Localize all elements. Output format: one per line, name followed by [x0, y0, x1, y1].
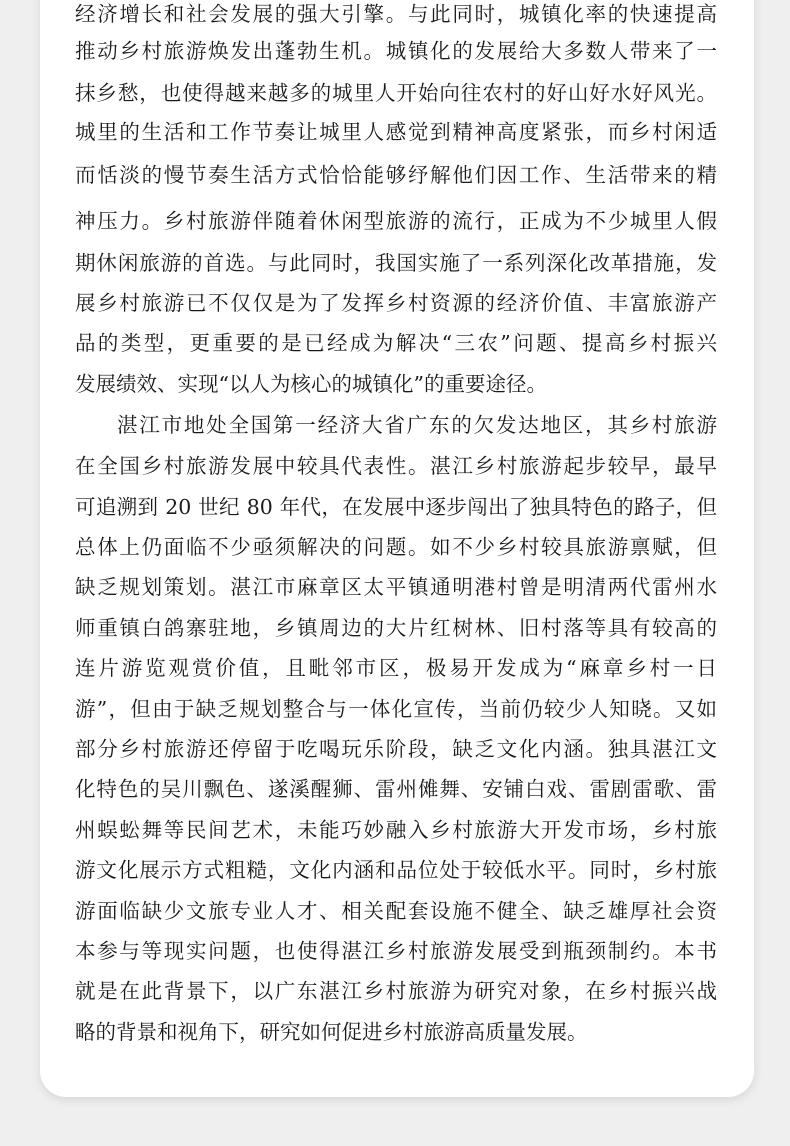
text-line: 总体上仍面临不少亟须解决的问题。如不少乡村较具旅游禀赋，但 — [75, 535, 717, 559]
text-line: 发展绩效、实现“以人为核心的城镇化”的重要途径。 — [75, 372, 547, 396]
text-line: 品的类型，更重要的是已经成为解决“三农”问题、提高乡村振兴 — [75, 331, 717, 355]
text-line: 期休闲旅游的首选。与此同时，我国实施了一系列深化改革措施，发 — [75, 251, 717, 275]
text-line: 本参与等现实问题，也使得湛江乡村旅游发展受到瓶颈制约。本书 — [75, 939, 717, 963]
text-line: 抹乡愁，也使得越来越多的城里人开始向往农村的好山好水好风光。 — [75, 81, 717, 105]
text-line: 州蜈蚣舞等民间艺术，未能巧妙融入乡村旅游大开发市场，乡村旅 — [75, 818, 717, 842]
text-line: 而恬淡的慢节奏生活方式恰恰能够纾解他们因工作、生活带来的精 — [75, 163, 717, 187]
text-line: 部分乡村旅游还停留于吃喝玩乐阶段，缺乏文化内涵。独具湛江文 — [75, 737, 717, 761]
text-line: 就是在此背景下，以广东湛江乡村旅游为研究对象，在乡村振兴战 — [75, 979, 717, 1003]
text-line: 游面临缺少文旅专业人才、相关配套设施不健全、缺乏雄厚社会资 — [75, 899, 717, 923]
text-line: 师重镇白鸽寨驻地，乡镇周边的大片红树林、旧村落等具有较高的 — [75, 616, 717, 640]
text-line: 略的背景和视角下，研究如何促进乡村旅游高质量发展。 — [75, 1020, 588, 1044]
text-line: 城里的生活和工作节奏让城里人感觉到精神高度紧张，而乡村闲适 — [75, 120, 717, 144]
text-line: 游文化展示方式粗糙，文化内涵和品位处于较低水平。同时，乡村旅 — [75, 858, 717, 882]
paragraph-first-line: 湛江市地处全国第一经济大省广东的欠发达地区，其乡村旅游 — [117, 413, 717, 437]
text-line: 连片游览观赏价值，且毗邻市区，极易开发成为“麻章乡村一日 — [75, 656, 717, 680]
text-line: 神压力。乡村旅游伴随着休闲型旅游的流行，正成为不少城里人假 — [75, 209, 717, 233]
text-line: 展乡村旅游已不仅仅是为了发挥乡村资源的经济价值、丰富旅游产 — [75, 291, 717, 315]
text-line: 经济增长和社会发展的强大引擎。与此同时，城镇化率的快速提高 — [75, 2, 717, 26]
text-line: 游”，但由于缺乏规划整合与一体化宣传，当前仍较少人知晓。又如 — [75, 697, 717, 721]
text-line: 在全国乡村旅游发展中较具代表性。湛江乡村旅游起步较早，最早 — [75, 454, 717, 478]
text-line: 可追溯到 20 世纪 80 年代，在发展中逐步闯出了独具特色的路子，但 — [75, 495, 717, 519]
text-line: 推动乡村旅游焕发出蓬勃生机。城镇化的发展给大多数人带来了一 — [75, 39, 717, 63]
text-line: 化特色的吴川飘色、遂溪醒狮、雷州傩舞、安铺白戏、雷剧雷歌、雷 — [75, 777, 717, 801]
text-line: 缺乏规划策划。湛江市麻章区太平镇通明港村曾是明清两代雷州水 — [75, 575, 717, 599]
